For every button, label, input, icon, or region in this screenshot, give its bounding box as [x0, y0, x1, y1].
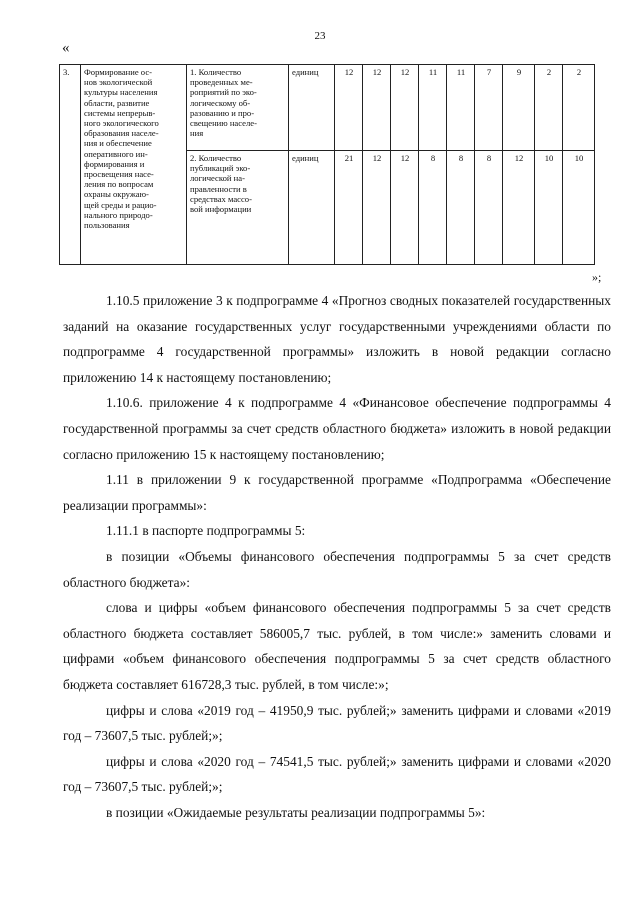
value-cell: 12 — [335, 65, 363, 151]
goal-line: пользования — [84, 220, 130, 231]
paragraph: в позиции «Ожидаемые результаты реализации подпрограммы 5»: — [106, 804, 486, 820]
value-cell: 10 — [563, 151, 595, 265]
value-cell: 11 — [447, 65, 475, 151]
indicator-name — [187, 151, 289, 265]
paragraph: 1.10.6. приложение 4 к подпрограмме 4 «Финансовое обеспечение подпрограммы 4 государственной программы за счет средств областного бюджета» изложить в новой редакции согласно приложению 15 к настоящему постановлению; — [63, 395, 611, 462]
goal-line: нального природо- — [84, 209, 153, 220]
indicator-name — [187, 65, 289, 151]
indicator-line: роприятий по эко- — [190, 87, 257, 98]
goal-line: просвещения насе- — [84, 169, 154, 180]
value-cell: 9 — [503, 65, 535, 151]
indicator-line: 2. Количество — [190, 153, 242, 163]
goal-line: ного экологического — [84, 118, 159, 129]
indicator-line: публикаций эко- — [190, 163, 251, 174]
indicator-line: свещению населе- — [190, 118, 257, 129]
value-cell: 12 — [503, 151, 535, 265]
goal-line: области, развитие — [84, 97, 150, 108]
goal-line: щей среды и рацио- — [84, 199, 157, 210]
opening-quote: « — [62, 40, 70, 56]
unit-cell: единиц — [289, 151, 335, 265]
paragraph: цифры и слова «2020 год – 74541,5 тыс. рублей;» заменить цифрами и словами «2020 год – 73607,5 тыс. рублей;»; — [63, 753, 611, 795]
value-cell: 12 — [391, 65, 419, 151]
unit-cell: единиц — [289, 65, 335, 151]
goal-line: формирования и — [84, 158, 145, 169]
goal-line: нов экологической — [84, 77, 153, 88]
indicator-line: логической на- — [190, 173, 245, 184]
paragraph: 1.11.1 в паспорте подпрограммы 5: — [106, 523, 306, 539]
row-number: 3. — [60, 65, 81, 265]
paragraph: слова и цифры «объем финансового обеспечения подпрограммы 5 за счет средств областного бюджета составляет 586005,7 тыс. рублей, в том числе:» заменить словами и цифрами «объем финансового обеспечения подпрограммы 5 за счет средств областного бюджета составляет 616728,3 тыс. рублей, в том числе:»; — [63, 600, 611, 692]
goal-cell — [81, 65, 187, 265]
value-cell: 11 — [419, 65, 447, 151]
value-cell: 12 — [363, 65, 391, 151]
goal-line: образования населе- — [84, 128, 159, 139]
indicator-line: средствах массо- — [190, 193, 252, 204]
goal-line: ния и обеспечение — [84, 138, 152, 149]
indicator-line: 1. Количество — [190, 67, 242, 77]
body-text — [63, 288, 611, 825]
paragraph: цифры и слова «2019 год – 41950,9 тыс. рублей;» заменить цифрами и словами «2019 год – 73607,5 тыс. рублей;»; — [63, 702, 611, 744]
value-cell: 8 — [419, 151, 447, 265]
goal-line: ления по вопросам — [84, 179, 154, 190]
goal-line: оперативного ин- — [84, 148, 148, 159]
indicator-line: разованию и про- — [190, 107, 255, 118]
goal-line: системы непрерыв- — [84, 107, 156, 118]
value-cell: 10 — [535, 151, 563, 265]
value-cell: 8 — [447, 151, 475, 265]
goal-line: Формирование ос- — [84, 67, 152, 77]
paragraph: в позиции «Объемы финансового обеспечения подпрограммы 5 за счет средств областного бюджета»: — [63, 548, 611, 590]
value-cell: 12 — [363, 151, 391, 265]
value-cell: 7 — [475, 65, 503, 151]
indicator-table — [59, 64, 595, 265]
indicator-line: проведенных ме- — [190, 77, 253, 88]
value-cell: 8 — [475, 151, 503, 265]
value-cell: 2 — [563, 65, 595, 151]
indicator-line: вой информации — [190, 204, 252, 215]
indicator-line: ния — [190, 128, 204, 139]
value-cell: 21 — [335, 151, 363, 265]
indicator-line: правленности в — [190, 183, 247, 194]
value-cell: 12 — [391, 151, 419, 265]
paragraph: 1.11 в приложении 9 к государственной программе «Подпрограмма «Обеспечение реализации программы»: — [63, 472, 611, 513]
goal-line: культуры населения — [84, 87, 158, 98]
page-number: 23 — [314, 30, 326, 42]
indicator-line: логическому об- — [190, 97, 251, 108]
value-cell: 2 — [535, 65, 563, 151]
closing-quote: »; — [592, 270, 602, 284]
paragraph: 1.10.5 приложение 3 к подпрограмме 4 «Прогноз сводных показателей государственных заданий на оказание государственных услуг государственными учреждениями области по подпрограмме 4 государственной программы» изложить в новой редакции согласно приложению 14 к настоящему постановлению; — [63, 293, 611, 385]
goal-line: охраны окружаю- — [84, 189, 149, 200]
table-row — [60, 65, 595, 151]
